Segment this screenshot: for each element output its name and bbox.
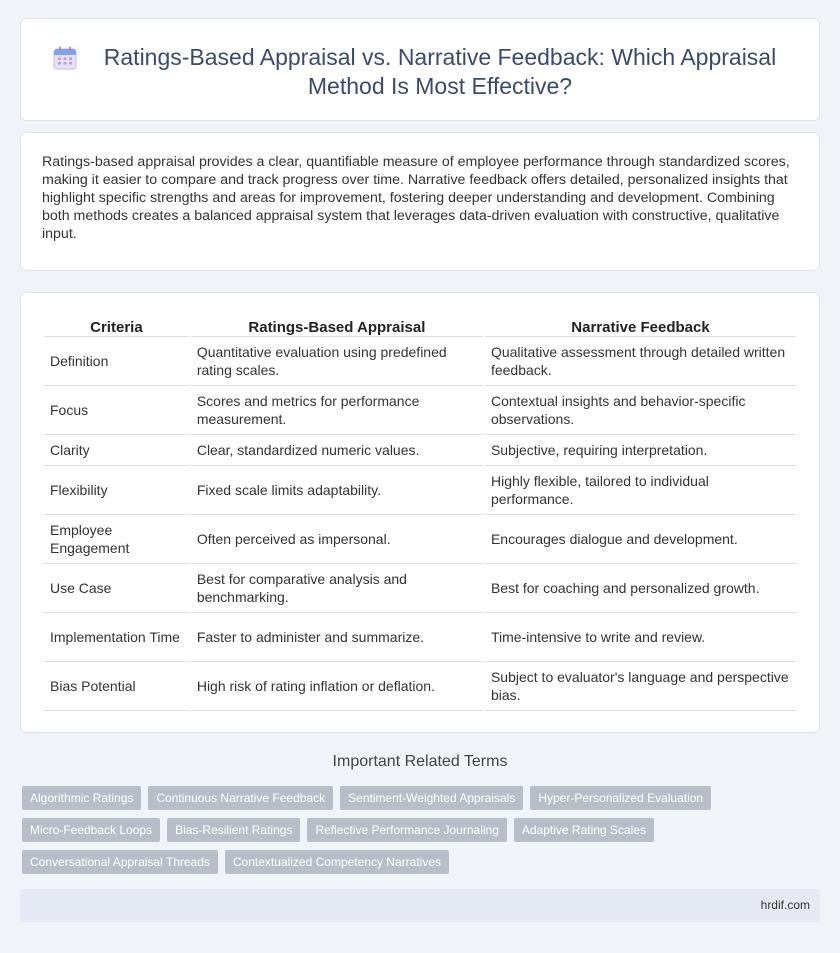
criteria-cell: Use Case [44, 564, 189, 613]
criteria-cell: Focus [44, 386, 189, 435]
ratings-cell: Scores and metrics for performance measurement. [191, 386, 483, 435]
header-ratings-based: Ratings-Based Appraisal [191, 315, 483, 337]
table-row [44, 613, 796, 662]
header-narrative: Narrative Feedback [485, 315, 796, 337]
related-term-chip[interactable]: Bias-Resilient Ratings [167, 818, 300, 842]
narrative-cell: Encourages dialogue and development. [485, 515, 796, 564]
calendar-icon [52, 45, 78, 71]
related-terms-list [22, 786, 812, 874]
related-term-chip[interactable]: Micro-Feedback Loops [22, 818, 160, 842]
ratings-cell: Quantitative evaluation using predefined rating scales. [191, 337, 483, 386]
criteria-cell: Flexibility [44, 466, 189, 515]
comparison-table-card [20, 292, 820, 733]
criteria-cell: Definition [44, 337, 189, 386]
related-term-chip[interactable]: Hyper-Personalized Evaluation [530, 786, 711, 810]
table-header-row [44, 315, 796, 337]
related-terms-heading: Important Related Terms [332, 753, 508, 770]
narrative-cell: Subject to evaluator's language and perspective bias. [485, 662, 796, 711]
footer-bar [20, 889, 820, 922]
ratings-cell: Fixed scale limits adaptability. [191, 466, 483, 515]
comparison-table [42, 315, 798, 711]
narrative-cell: Time-intensive to write and review. [485, 613, 796, 662]
related-term-chip[interactable]: Sentiment-Weighted Appraisals [340, 786, 523, 810]
summary-card [20, 132, 820, 271]
narrative-cell: Qualitative assessment through detailed written feedback. [485, 337, 796, 386]
related-term-chip[interactable]: Algorithmic Ratings [22, 786, 141, 810]
page-title: Ratings-Based Appraisal vs. Narrative Feedback: Which Appraisal Method Is Most Effective? [103, 44, 777, 99]
criteria-cell: Implementation Time [44, 613, 189, 662]
related-term-chip[interactable]: Reflective Performance Journaling [307, 818, 506, 842]
table-row [44, 435, 796, 466]
table-row [44, 337, 796, 386]
criteria-cell: Clarity [44, 435, 189, 466]
narrative-cell: Best for coaching and personalized growth. [485, 564, 796, 613]
header-criteria: Criteria [44, 315, 189, 337]
title-card [20, 18, 820, 121]
table-row [44, 662, 796, 711]
ratings-cell: Faster to administer and summarize. [191, 613, 483, 662]
ratings-cell: Often perceived as impersonal. [191, 515, 483, 564]
related-term-chip[interactable]: Adaptive Rating Scales [514, 818, 654, 842]
related-term-chip[interactable]: Continuous Narrative Feedback [148, 786, 333, 810]
table-row [44, 466, 796, 515]
ratings-cell: Clear, standardized numeric values. [191, 435, 483, 466]
narrative-cell: Highly flexible, tailored to individual performance. [485, 466, 796, 515]
summary-text: Ratings-based appraisal provides a clear, quantifiable measure of employee performance through standardized scores, making it easier to compare and track progress over time. Narrative feedback offers detailed, personalized insights that highlight specific strengths and areas for improvement, fostering deeper understanding and development. Combining both methods creates a balanced appraisal system that leverages data-driven evaluation with constructive, qualitative input. [42, 154, 790, 242]
table-row [44, 564, 796, 613]
criteria-cell: Bias Potential [44, 662, 189, 711]
criteria-cell: Employee Engagement [44, 515, 189, 564]
narrative-cell: Subjective, requiring interpretation. [485, 435, 796, 466]
table-row [44, 515, 796, 564]
ratings-cell: Best for comparative analysis and benchmarking. [191, 564, 483, 613]
related-term-chip[interactable]: Conversational Appraisal Threads [22, 850, 218, 874]
narrative-cell: Contextual insights and behavior-specific observations. [485, 386, 796, 435]
ratings-cell: High risk of rating inflation or deflation. [191, 662, 483, 711]
related-term-chip[interactable]: Contextualized Competency Narratives [225, 850, 449, 874]
table-row [44, 386, 796, 435]
footer-site-link[interactable]: hrdif.com [760, 898, 810, 912]
